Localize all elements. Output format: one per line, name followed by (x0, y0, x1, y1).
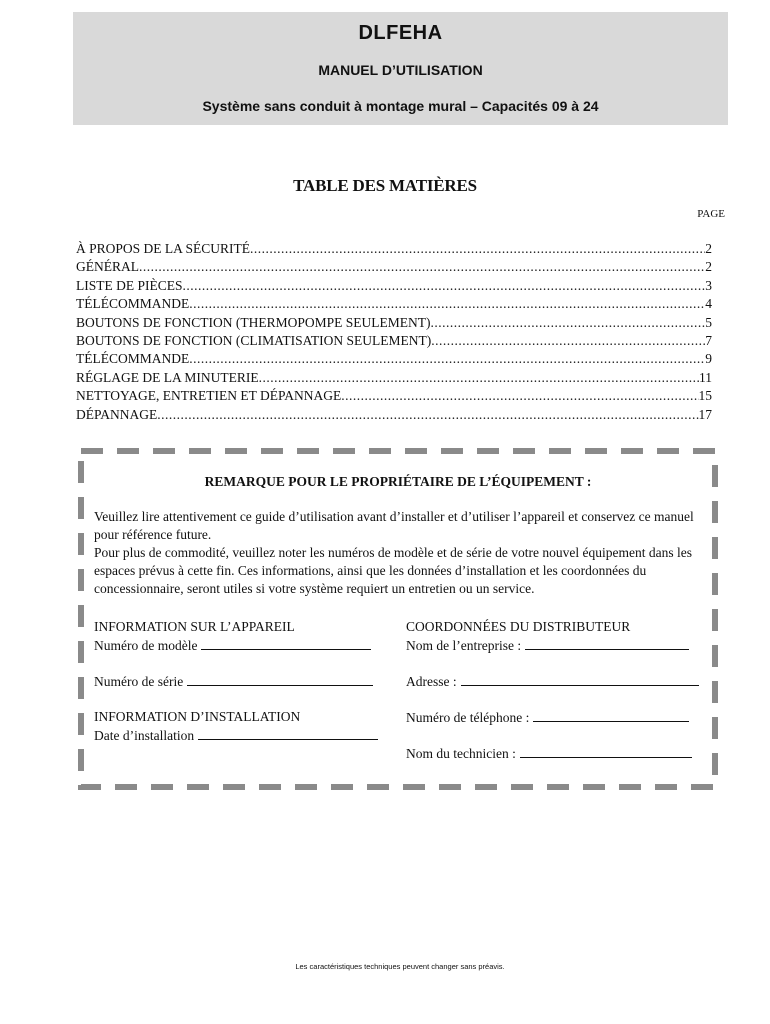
toc-entry-label: TÉLÉCOMMANDE (76, 351, 190, 367)
footer-disclaimer: Les caractéristiques techniques peuvent changer sans préavis. (295, 962, 505, 971)
toc-entry-label: BOUTONS DE FONCTION (CLIMATISATION SEULEMENT) (76, 332, 432, 348)
notice-paragraph: Pour plus de commodité, veuillez noter les numéros de modèle et de série de votre nouvel équipement dans les espaces prévus à cette fin. Ces informations, ainsi que les données d’installation et les coordonnées du concessionnaire, seront utiles si votre système requiert un entretien ou un service. (94, 545, 692, 596)
address-field[interactable] (406, 672, 699, 691)
toc-leader-dots (250, 240, 705, 258)
distributor-info-heading: COORDONNÉES DU DISTRIBUTEUR (406, 619, 631, 634)
table-of-contents (76, 240, 712, 424)
toc-leader-dots (341, 387, 698, 405)
toc-entry[interactable] (76, 240, 712, 258)
model-number-label: Numéro de modèle (94, 638, 198, 653)
company-name-field[interactable] (406, 636, 689, 655)
appliance-info-section (94, 618, 371, 655)
toc-entry-label: GÉNÉRAL (76, 259, 139, 275)
phone-line[interactable] (533, 708, 689, 722)
appliance-info-heading: INFORMATION SUR L’APPAREIL (94, 619, 295, 634)
toc-entry-page: 9 (705, 351, 712, 367)
toc-leader-dots (189, 350, 705, 368)
toc-entry[interactable] (76, 332, 712, 350)
owner-notice-box (78, 448, 718, 790)
installation-info-heading: INFORMATION D’INSTALLATION (94, 709, 301, 724)
install-date-field[interactable] (94, 726, 378, 745)
serial-number-field[interactable] (94, 672, 373, 691)
phone-field[interactable] (406, 708, 689, 727)
toc-entry[interactable] (76, 350, 712, 368)
toc-entry-page: 4 (705, 296, 712, 312)
toc-entry-page: 7 (705, 332, 712, 348)
toc-leader-dots (431, 332, 705, 350)
technician-line[interactable] (520, 744, 692, 758)
company-name-label: Nom de l’entreprise : (406, 638, 522, 653)
installation-info-section (94, 708, 378, 745)
toc-leader-dots (157, 406, 698, 424)
document-title: DLFEHA (358, 22, 443, 44)
install-date-label: Date d’installation (94, 728, 195, 743)
toc-entry[interactable] (76, 277, 712, 295)
toc-entry[interactable] (76, 406, 712, 424)
model-number-line[interactable] (201, 636, 371, 650)
toc-leader-dots (189, 295, 705, 313)
toc-entry[interactable] (76, 387, 712, 405)
toc-entry[interactable] (76, 314, 712, 332)
toc-entry-page: 17 (698, 406, 712, 422)
document-subtitle: MANUEL D’UTILISATION (318, 62, 483, 78)
header-band (73, 12, 728, 125)
toc-entry-label: DÉPANNAGE (76, 406, 158, 422)
toc-page-label: PAGE (697, 208, 725, 220)
technician-label: Nom du technicien : (406, 746, 516, 761)
toc-leader-dots (139, 258, 705, 276)
distributor-info-section (406, 618, 689, 655)
toc-leader-dots (183, 277, 706, 295)
toc-entry-label: BOUTONS DE FONCTION (THERMOPOMPE SEULEMENT) (76, 314, 431, 330)
toc-entry[interactable] (76, 258, 712, 276)
toc-entry-page: 2 (705, 259, 712, 275)
toc-entry-page: 3 (705, 277, 712, 293)
company-name-line[interactable] (525, 636, 689, 650)
serial-number-line[interactable] (187, 672, 373, 686)
toc-entry[interactable] (76, 369, 712, 387)
install-date-line[interactable] (198, 726, 378, 740)
toc-entry-label: NETTOYAGE, ENTRETIEN ET DÉPANNAGE (76, 388, 342, 404)
toc-title: TABLE DES MATIÈRES (293, 176, 477, 195)
notice-body (94, 508, 716, 598)
address-label: Adresse : (406, 674, 457, 689)
toc-entry[interactable] (76, 295, 712, 313)
serial-number-label: Numéro de série (94, 674, 184, 689)
toc-entry-page: 5 (705, 314, 712, 330)
toc-entry-label: À PROPOS DE LA SÉCURITÉ (76, 241, 251, 256)
notice-paragraph: Veuillez lire attentivement ce guide d’utilisation avant d’installer et d’utiliser l’appareil et conservez ce manuel pour référence future. (94, 509, 694, 542)
notice-title: REMARQUE POUR LE PROPRIÉTAIRE DE L’ÉQUIPEMENT : (204, 474, 592, 489)
toc-entry-label: TÉLÉCOMMANDE (76, 296, 190, 312)
toc-entry-label: RÉGLAGE DE LA MINUTERIE (76, 369, 259, 385)
toc-leader-dots (259, 369, 699, 387)
toc-entry-page: 2 (705, 241, 712, 256)
address-line[interactable] (461, 672, 699, 686)
toc-entry-label: LISTE DE PIÈCES (76, 277, 183, 293)
toc-entry-page: 11 (699, 369, 712, 385)
document-product-line: Système sans conduit à montage mural – Capacités 09 à 24 (202, 98, 599, 114)
toc-entry-page: 15 (698, 388, 712, 404)
technician-field[interactable] (406, 744, 692, 763)
toc-leader-dots (431, 314, 706, 332)
model-number-field[interactable] (94, 636, 371, 655)
phone-label: Numéro de téléphone : (406, 710, 530, 725)
